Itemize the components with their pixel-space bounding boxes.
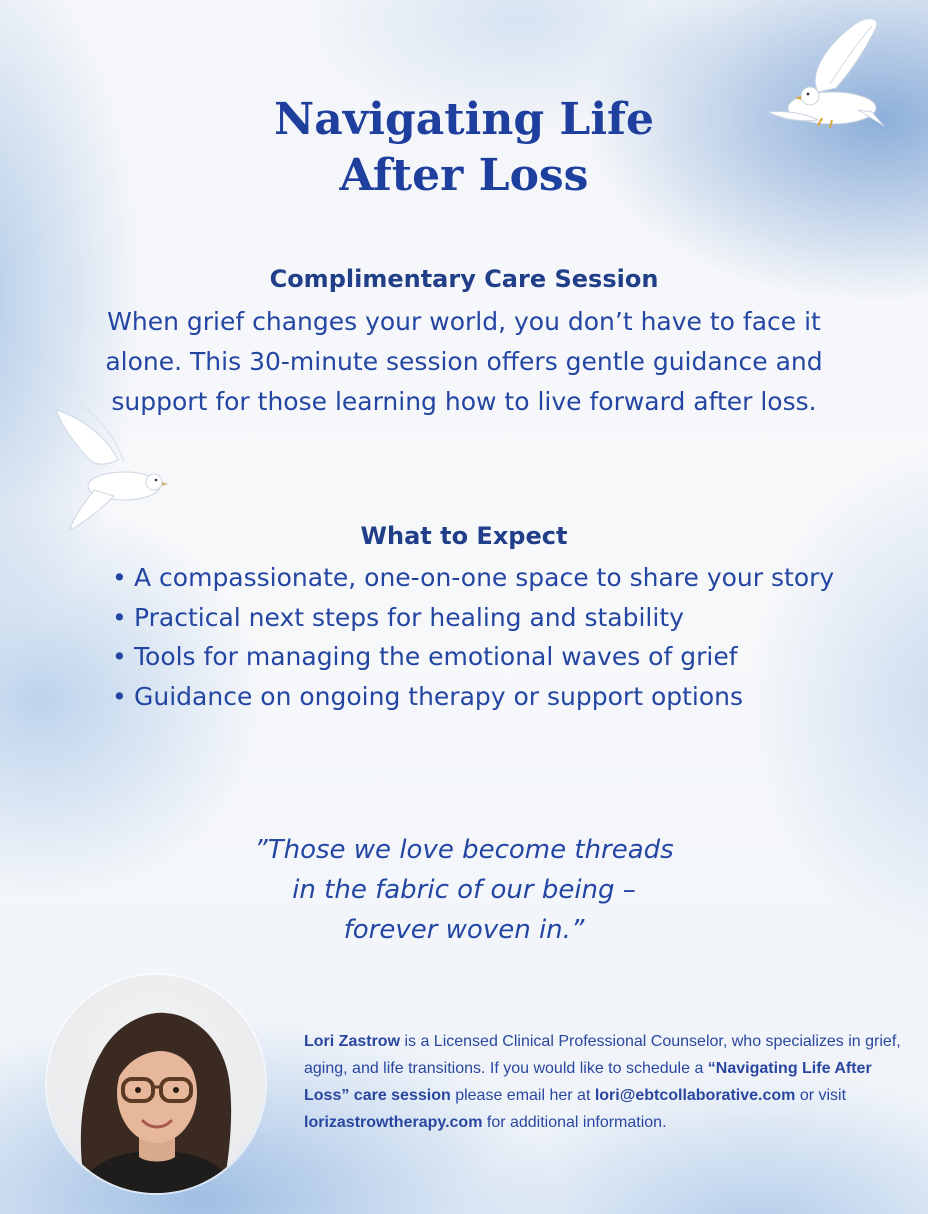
expect-heading: What to Expect: [360, 522, 568, 550]
list-item: [110, 598, 870, 638]
bio-text-1: is a Licensed Clinical Professional Counselor, who specializes in grief, aging, and life transitions. If you would like to schedule a: [304, 1033, 901, 1077]
expect-list: [110, 558, 870, 716]
bullet: •: [112, 602, 127, 632]
portrait-illustration: [47, 975, 265, 1193]
quote-line-2: in the fabric of our being –: [292, 875, 636, 905]
bio-text: [304, 1028, 904, 1136]
list-item: [110, 558, 870, 598]
bio-text-4: for additional information.: [482, 1114, 667, 1131]
avatar: [47, 975, 265, 1193]
page-title-line-2: After Loss: [339, 150, 589, 201]
bullet: •: [112, 681, 127, 711]
quote: [0, 830, 928, 950]
quote-line-3: forever woven in.”: [343, 915, 585, 945]
bio-session-name: “Navigating Life After Loss” care session: [304, 1060, 872, 1104]
bio-text-2: please email her at: [450, 1087, 595, 1104]
list-item-text: A compassionate, one-on-one space to share your story: [134, 563, 835, 592]
list-item: [110, 677, 870, 717]
list-item-text: Guidance on ongoing therapy or support options: [134, 681, 744, 711]
session-intro: When grief changes your world, you don’t have to face it alone. This 30-minute session offers gentle guidance and support for those learning how to live forward after loss.: [105, 307, 823, 416]
quote-line-1: ”Those we love become threads: [254, 835, 674, 865]
list-item-text: Practical next steps for healing and stability: [134, 602, 684, 632]
bio-text-3: or visit: [795, 1087, 847, 1104]
session-heading: Complimentary Care Session: [269, 265, 659, 293]
list-item-text: Tools for managing the emotional waves of grief: [134, 642, 738, 671]
page-title-line-1: Navigating Life: [274, 94, 654, 145]
bio-name: Lori Zastrow: [304, 1033, 401, 1050]
bullet: •: [112, 563, 127, 592]
page-title: [0, 92, 928, 204]
bullet: •: [112, 642, 127, 671]
bio-email-link[interactable]: lori@ebtcollaborative.com: [594, 1087, 796, 1104]
list-item: [110, 637, 870, 677]
bio-website-link[interactable]: lorizastrowtherapy.com: [304, 1114, 483, 1131]
